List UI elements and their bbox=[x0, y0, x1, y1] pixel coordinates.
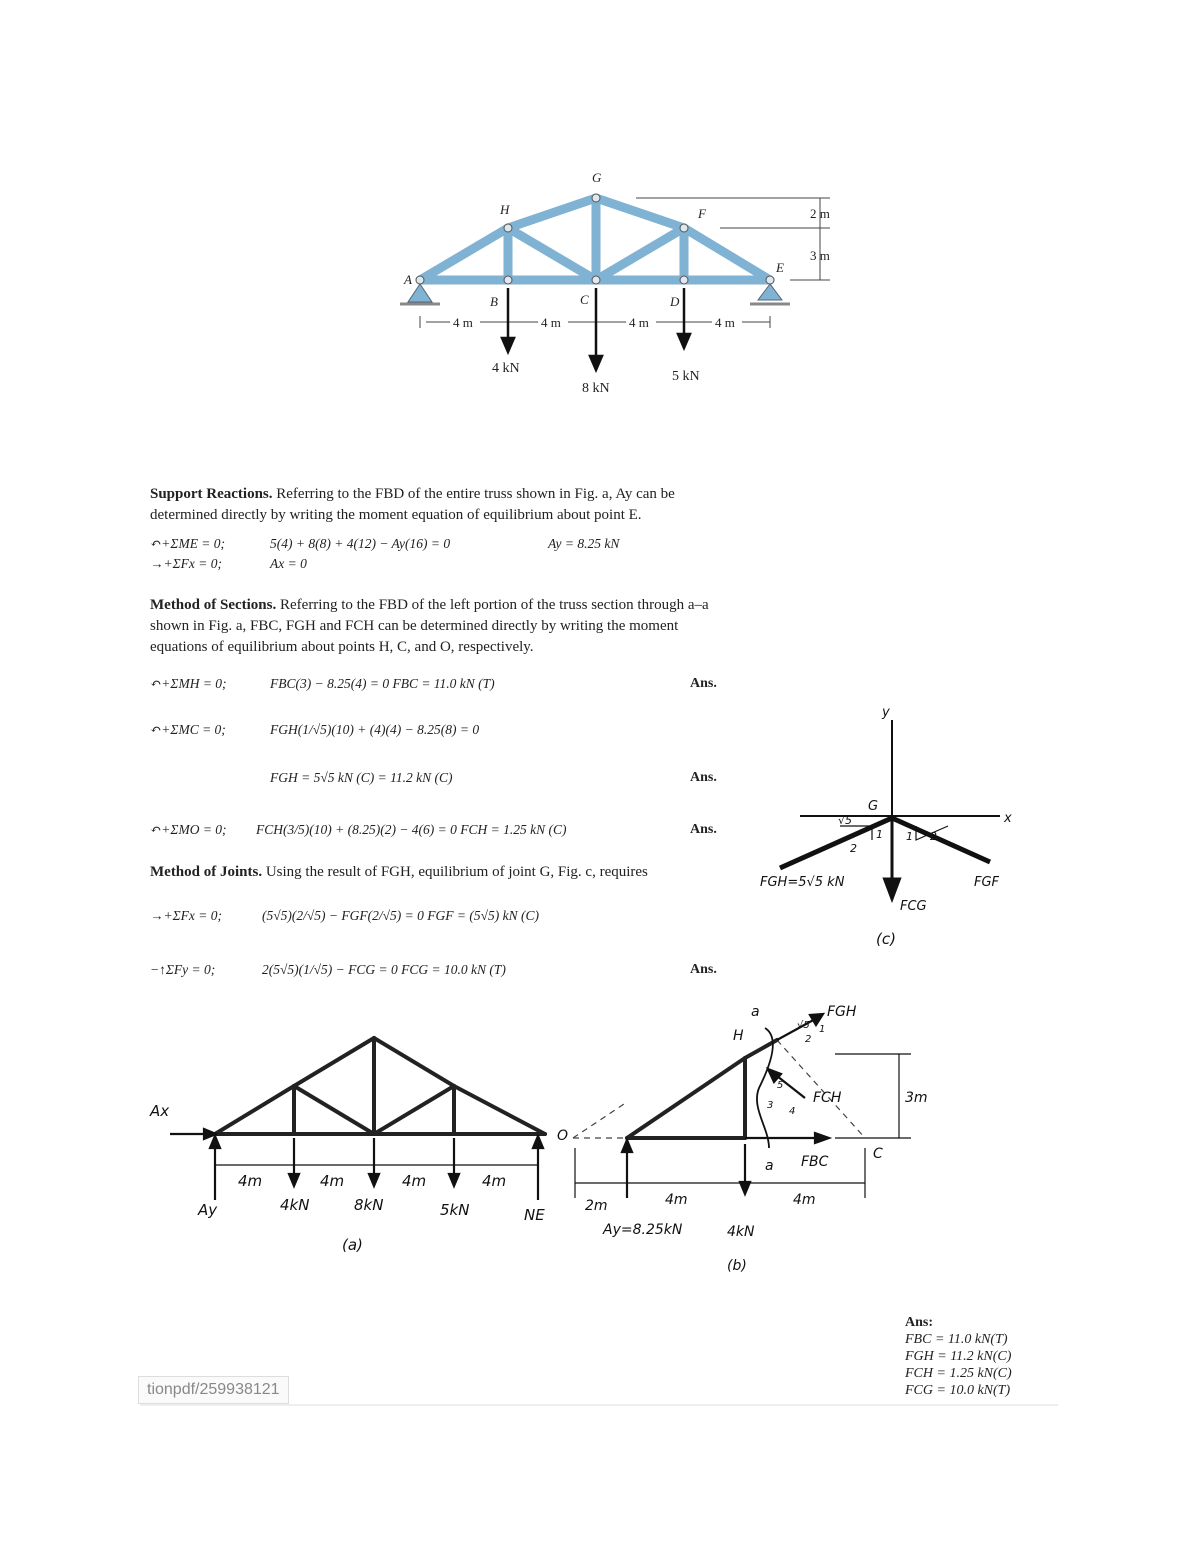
fig-b-five: 5 bbox=[777, 1080, 784, 1091]
fig-c-y-label: y bbox=[882, 705, 890, 720]
dim-cd: 4 m bbox=[629, 315, 649, 330]
fbd-joint-g bbox=[740, 690, 1040, 960]
roller-support-e bbox=[758, 284, 782, 300]
eq-moment-e-result: Ay = 8.25 kN bbox=[548, 536, 620, 551]
sections-heading: Method of Sections. bbox=[150, 597, 277, 613]
eq-joint-fy: 2(5√5)(1/√5) − FCG = 0 FCG = 10.0 kN (T) bbox=[262, 962, 506, 977]
answers-box bbox=[905, 1314, 1055, 1399]
eq-mh-label: ↶+ΣMH = 0; bbox=[150, 676, 227, 691]
answers-title: Ans: bbox=[905, 1315, 934, 1330]
fig-c-fcg: FCG bbox=[900, 899, 927, 914]
fig-c-two-b: 2 bbox=[930, 830, 937, 843]
fig-a-ax: Ax bbox=[150, 1102, 170, 1120]
eq-mo: FCH(3/5)(10) + (8.25)(2) − 4(6) = 0 FCH = 1.25 kN (C) bbox=[256, 822, 567, 837]
fig-b-a-top: a bbox=[751, 1004, 760, 1020]
eq-fx-label: →+ΣFx = 0; bbox=[150, 556, 222, 571]
eq-fx: Ax = 0 bbox=[270, 556, 307, 571]
eq-mc-result: FGH = 5√5 kN (C) = 11.2 kN (C) bbox=[270, 770, 453, 785]
fig-c-x-label: x bbox=[1004, 811, 1012, 826]
fig-c-two-a: 2 bbox=[850, 842, 857, 855]
fig-b-load: 4kN bbox=[727, 1224, 755, 1240]
fig-a-ne: NE bbox=[524, 1206, 545, 1224]
fig-b-three: 3 bbox=[767, 1100, 774, 1111]
load-4kn: 4 kN bbox=[492, 361, 520, 376]
fig-b-o: O bbox=[557, 1128, 569, 1144]
answer-fcg: FCG = 10.0 kN(T) bbox=[905, 1383, 1011, 1398]
truss-members bbox=[420, 198, 770, 280]
fig-b-root5: √5 bbox=[797, 1020, 810, 1031]
fig-a-dim-3: 4m bbox=[402, 1172, 427, 1190]
fig-a-load-8kn: 8kN bbox=[354, 1196, 384, 1214]
dim-3m: 3 m bbox=[810, 248, 830, 263]
answer-fbc: FBC = 11.0 kN(T) bbox=[905, 1332, 1008, 1347]
fcg-arrow-icon bbox=[886, 880, 898, 896]
fig-b-a-bottom: a bbox=[765, 1158, 774, 1174]
fig-c-g-label: G bbox=[868, 799, 879, 814]
member-gh bbox=[780, 818, 892, 868]
joint-f-label: F bbox=[698, 206, 706, 221]
fig-b-fbc: FBC bbox=[801, 1154, 829, 1170]
sections-paragraph bbox=[150, 595, 725, 658]
fbd-entire-truss bbox=[140, 1010, 570, 1265]
fig-b-dim-4m-a: 4m bbox=[665, 1192, 688, 1208]
ans-fbc: Ans. bbox=[690, 676, 717, 691]
eq-mc-label: ↶+ΣMC = 0; bbox=[150, 722, 226, 737]
eq-joint-fx-label: →+ΣFx = 0; bbox=[150, 908, 222, 923]
fig-a-load-5kn: 5kN bbox=[440, 1201, 470, 1219]
eq-joint-fy-label: −↑ΣFy = 0; bbox=[150, 962, 216, 977]
fbd-left-section bbox=[555, 998, 955, 1288]
eq-mo-label: ↶+ΣMO = 0; bbox=[150, 822, 227, 837]
ne-arrow-icon bbox=[533, 1136, 543, 1148]
fig-a-dim-1: 4m bbox=[238, 1172, 263, 1190]
eq-moment-e: 5(4) + 8(8) + 4(12) − Ay(16) = 0 bbox=[270, 536, 451, 551]
dim-bc: 4 m bbox=[541, 315, 561, 330]
support-reactions-heading: Support Reactions. bbox=[150, 486, 273, 502]
fig-c-one-b: 1 bbox=[906, 830, 913, 843]
joint-b-label: B bbox=[490, 294, 498, 309]
sections-text: Referring to the FBD of the left portion of the truss section through a–a shown in Fig. a, FBC, FGH and FCH can be determined directly by writing the moment equations of equilibrium about points H, C, and O, respectively. bbox=[150, 597, 709, 655]
fig-b-ay: Ay=8.25kN bbox=[603, 1222, 683, 1238]
fig-b-two: 2 bbox=[805, 1034, 812, 1045]
fig-b-dim-3m: 3m bbox=[905, 1090, 928, 1106]
fig-c-fgh: FGH=5√5 kN bbox=[760, 875, 845, 890]
answer-fch: FCH = 1.25 kN(C) bbox=[905, 1366, 1012, 1381]
fig-b-four: 4 bbox=[789, 1106, 796, 1117]
truss-figure bbox=[390, 160, 850, 410]
support-reactions-paragraph bbox=[150, 484, 725, 526]
joint-c-label: C bbox=[580, 292, 589, 307]
fig-b-c: C bbox=[873, 1146, 883, 1162]
fig-a-caption: (a) bbox=[342, 1236, 363, 1254]
fig-b-fch: FCH bbox=[813, 1090, 842, 1106]
load-5kn: 5 kN bbox=[672, 369, 700, 384]
fig-b-caption: (b) bbox=[727, 1258, 747, 1274]
joint-d-label: D bbox=[670, 294, 680, 309]
ans-fcg: Ans. bbox=[690, 962, 717, 977]
joint-h-label: H bbox=[500, 202, 510, 217]
joint-e-label: E bbox=[776, 260, 784, 275]
ay-arrow-icon bbox=[210, 1136, 220, 1148]
sketch-truss bbox=[215, 1038, 545, 1134]
eq-moment-e-label: ↶+ΣME = 0; bbox=[150, 536, 226, 551]
fig-a-load-4kn: 4kN bbox=[280, 1196, 310, 1214]
fig-c-caption: (c) bbox=[876, 930, 896, 948]
fig-c-fgf: FGF bbox=[974, 875, 1000, 890]
joint-g-label: G bbox=[592, 170, 602, 185]
fig-b-fgh: FGH bbox=[827, 1004, 857, 1020]
fig-b-dim-4m-b: 4m bbox=[793, 1192, 816, 1208]
watermark-label: tionpdf/259938121 bbox=[138, 1376, 289, 1404]
fig-a-ay: Ay bbox=[198, 1201, 218, 1219]
support-reactions-text: Referring to the FBD of the entire truss shown in Fig. a, Ay can be determined directly by writing the moment equation of equilibrium about point E. bbox=[150, 486, 675, 523]
eq-mc: FGH(1/√5)(10) + (4)(4) − 8.25(8) = 0 bbox=[270, 722, 480, 737]
dim-ab: 4 m bbox=[453, 315, 473, 330]
dim-2m: 2 m bbox=[810, 206, 830, 221]
ans-fgh: Ans. bbox=[690, 770, 717, 785]
dim-de: 4 m bbox=[715, 315, 735, 330]
fig-c-root5: √5 bbox=[838, 814, 853, 827]
fig-b-dim-2m: 2m bbox=[585, 1198, 608, 1214]
fig-a-dim-4: 4m bbox=[482, 1172, 507, 1190]
ay-arrow-icon-b bbox=[622, 1140, 632, 1152]
page-bottom-divider bbox=[140, 1404, 1058, 1406]
eq-joint-fx: (5√5)(2/√5) − FGF(2/√5) = 0 FGF = (5√5) kN (C) bbox=[262, 908, 540, 923]
joints-heading: Method of Joints. bbox=[150, 864, 263, 880]
joint-a-label: A bbox=[404, 272, 412, 287]
load-8kn: 8 kN bbox=[582, 381, 610, 396]
joints-paragraph bbox=[150, 862, 750, 883]
fig-b-h: H bbox=[733, 1028, 744, 1044]
fbc-arrow-icon bbox=[815, 1133, 829, 1143]
joints-text: Using the result of FGH, equilibrium of joint G, Fig. c, requires bbox=[265, 864, 648, 880]
answer-fgh: FGH = 11.2 kN(C) bbox=[905, 1349, 1012, 1364]
ans-fch: Ans. bbox=[690, 822, 717, 837]
fig-c-one-a: 1 bbox=[876, 828, 883, 841]
eq-mh: FBC(3) − 8.25(4) = 0 FBC = 11.0 kN (T) bbox=[270, 676, 495, 691]
fig-a-dim-2: 4m bbox=[320, 1172, 345, 1190]
fig-b-one: 1 bbox=[819, 1024, 826, 1035]
